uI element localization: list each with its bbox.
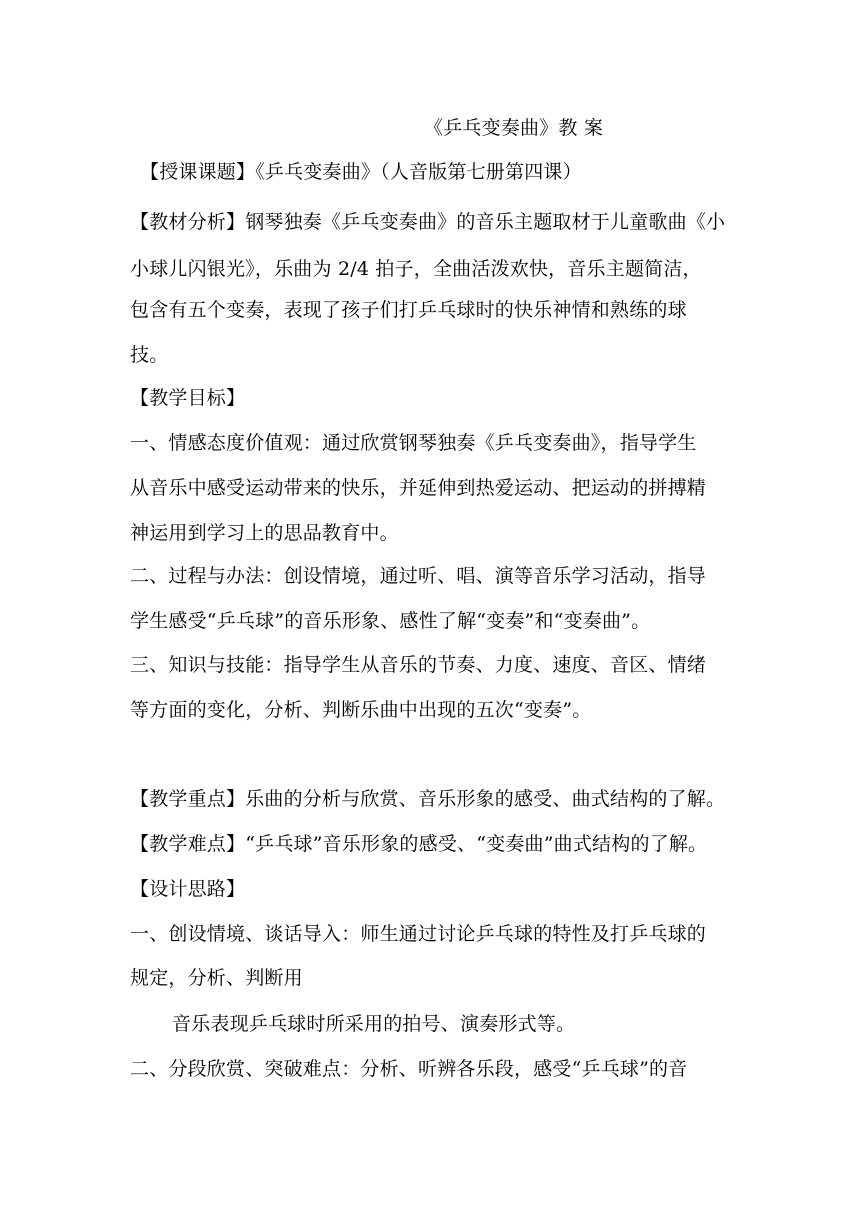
material-analysis-line-4: 技。 <box>130 344 169 366</box>
goal-one-line-3: 神运用到学习上的思品教育中。 <box>130 522 399 544</box>
design-two-line-1: 二、分段欣赏、突破难点：分析、听辨各乐段，感受“乒乓球”的音 <box>130 1058 688 1080</box>
design-one-line-3: 音乐表现乒乓球时所采用的拍号、演奏形式等。 <box>172 1013 576 1035</box>
material-analysis-line-2: 小球儿闪银光》，乐曲为 2/4 拍子，全曲活泼欢快，音乐主题简洁， <box>130 258 702 280</box>
document-title: 《乒乓变奏曲》教 案 <box>424 117 604 139</box>
design-thinking-heading: 【设计思路】 <box>130 878 246 900</box>
material-analysis-line-3: 包含有五个变奏，表现了孩子们打乒乓球时的快乐神情和熟练的球 <box>130 299 687 321</box>
goal-two-line-2: 学生感受“乒乓球”的音乐形象、感性了解“变奏”和“变奏曲”。 <box>130 610 651 632</box>
goal-three-line-1: 三、知识与技能：指导学生从音乐的节奏、力度、速度、音区、情绪 <box>130 654 707 676</box>
teaching-focus: 【教学重点】乐曲的分析与欣赏、音乐形象的感受、曲式结构的了解。 <box>130 788 726 810</box>
design-one-line-1: 一、创设情境、谈话导入：师生通过讨论乒乓球的特性及打乒乓球的 <box>130 923 707 945</box>
lesson-topic: 【授课课题】《乒乓变奏曲》（人音版第七册第四课） <box>140 161 582 183</box>
material-analysis-line-1: 【教材分析】钢琴独奏《乒乓变奏曲》的音乐主题取材于儿童歌曲《小 <box>130 211 726 233</box>
design-one-line-2: 规定，分析、判断用 <box>130 967 303 989</box>
goal-three-line-2: 等方面的变化，分析、判断乐曲中出现的五次“变奏”。 <box>130 699 592 721</box>
teaching-goals-heading: 【教学目标】 <box>130 387 246 409</box>
goal-two-line-1: 二、过程与办法：创设情境，通过听、唱、演等音乐学习活动，指导 <box>130 565 707 587</box>
goal-one-line-1: 一、情感态度价值观：通过欣赏钢琴独奏《乒乓变奏曲》，指导学生 <box>130 432 697 454</box>
goal-one-line-2: 从音乐中感受运动带来的快乐，并延伸到热爱运动、把运动的拼搏精 <box>130 477 707 499</box>
teaching-difficulty: 【教学难点】“乒乓球”音乐形象的感受、“变奏曲”曲式结构的了解。 <box>130 833 708 855</box>
